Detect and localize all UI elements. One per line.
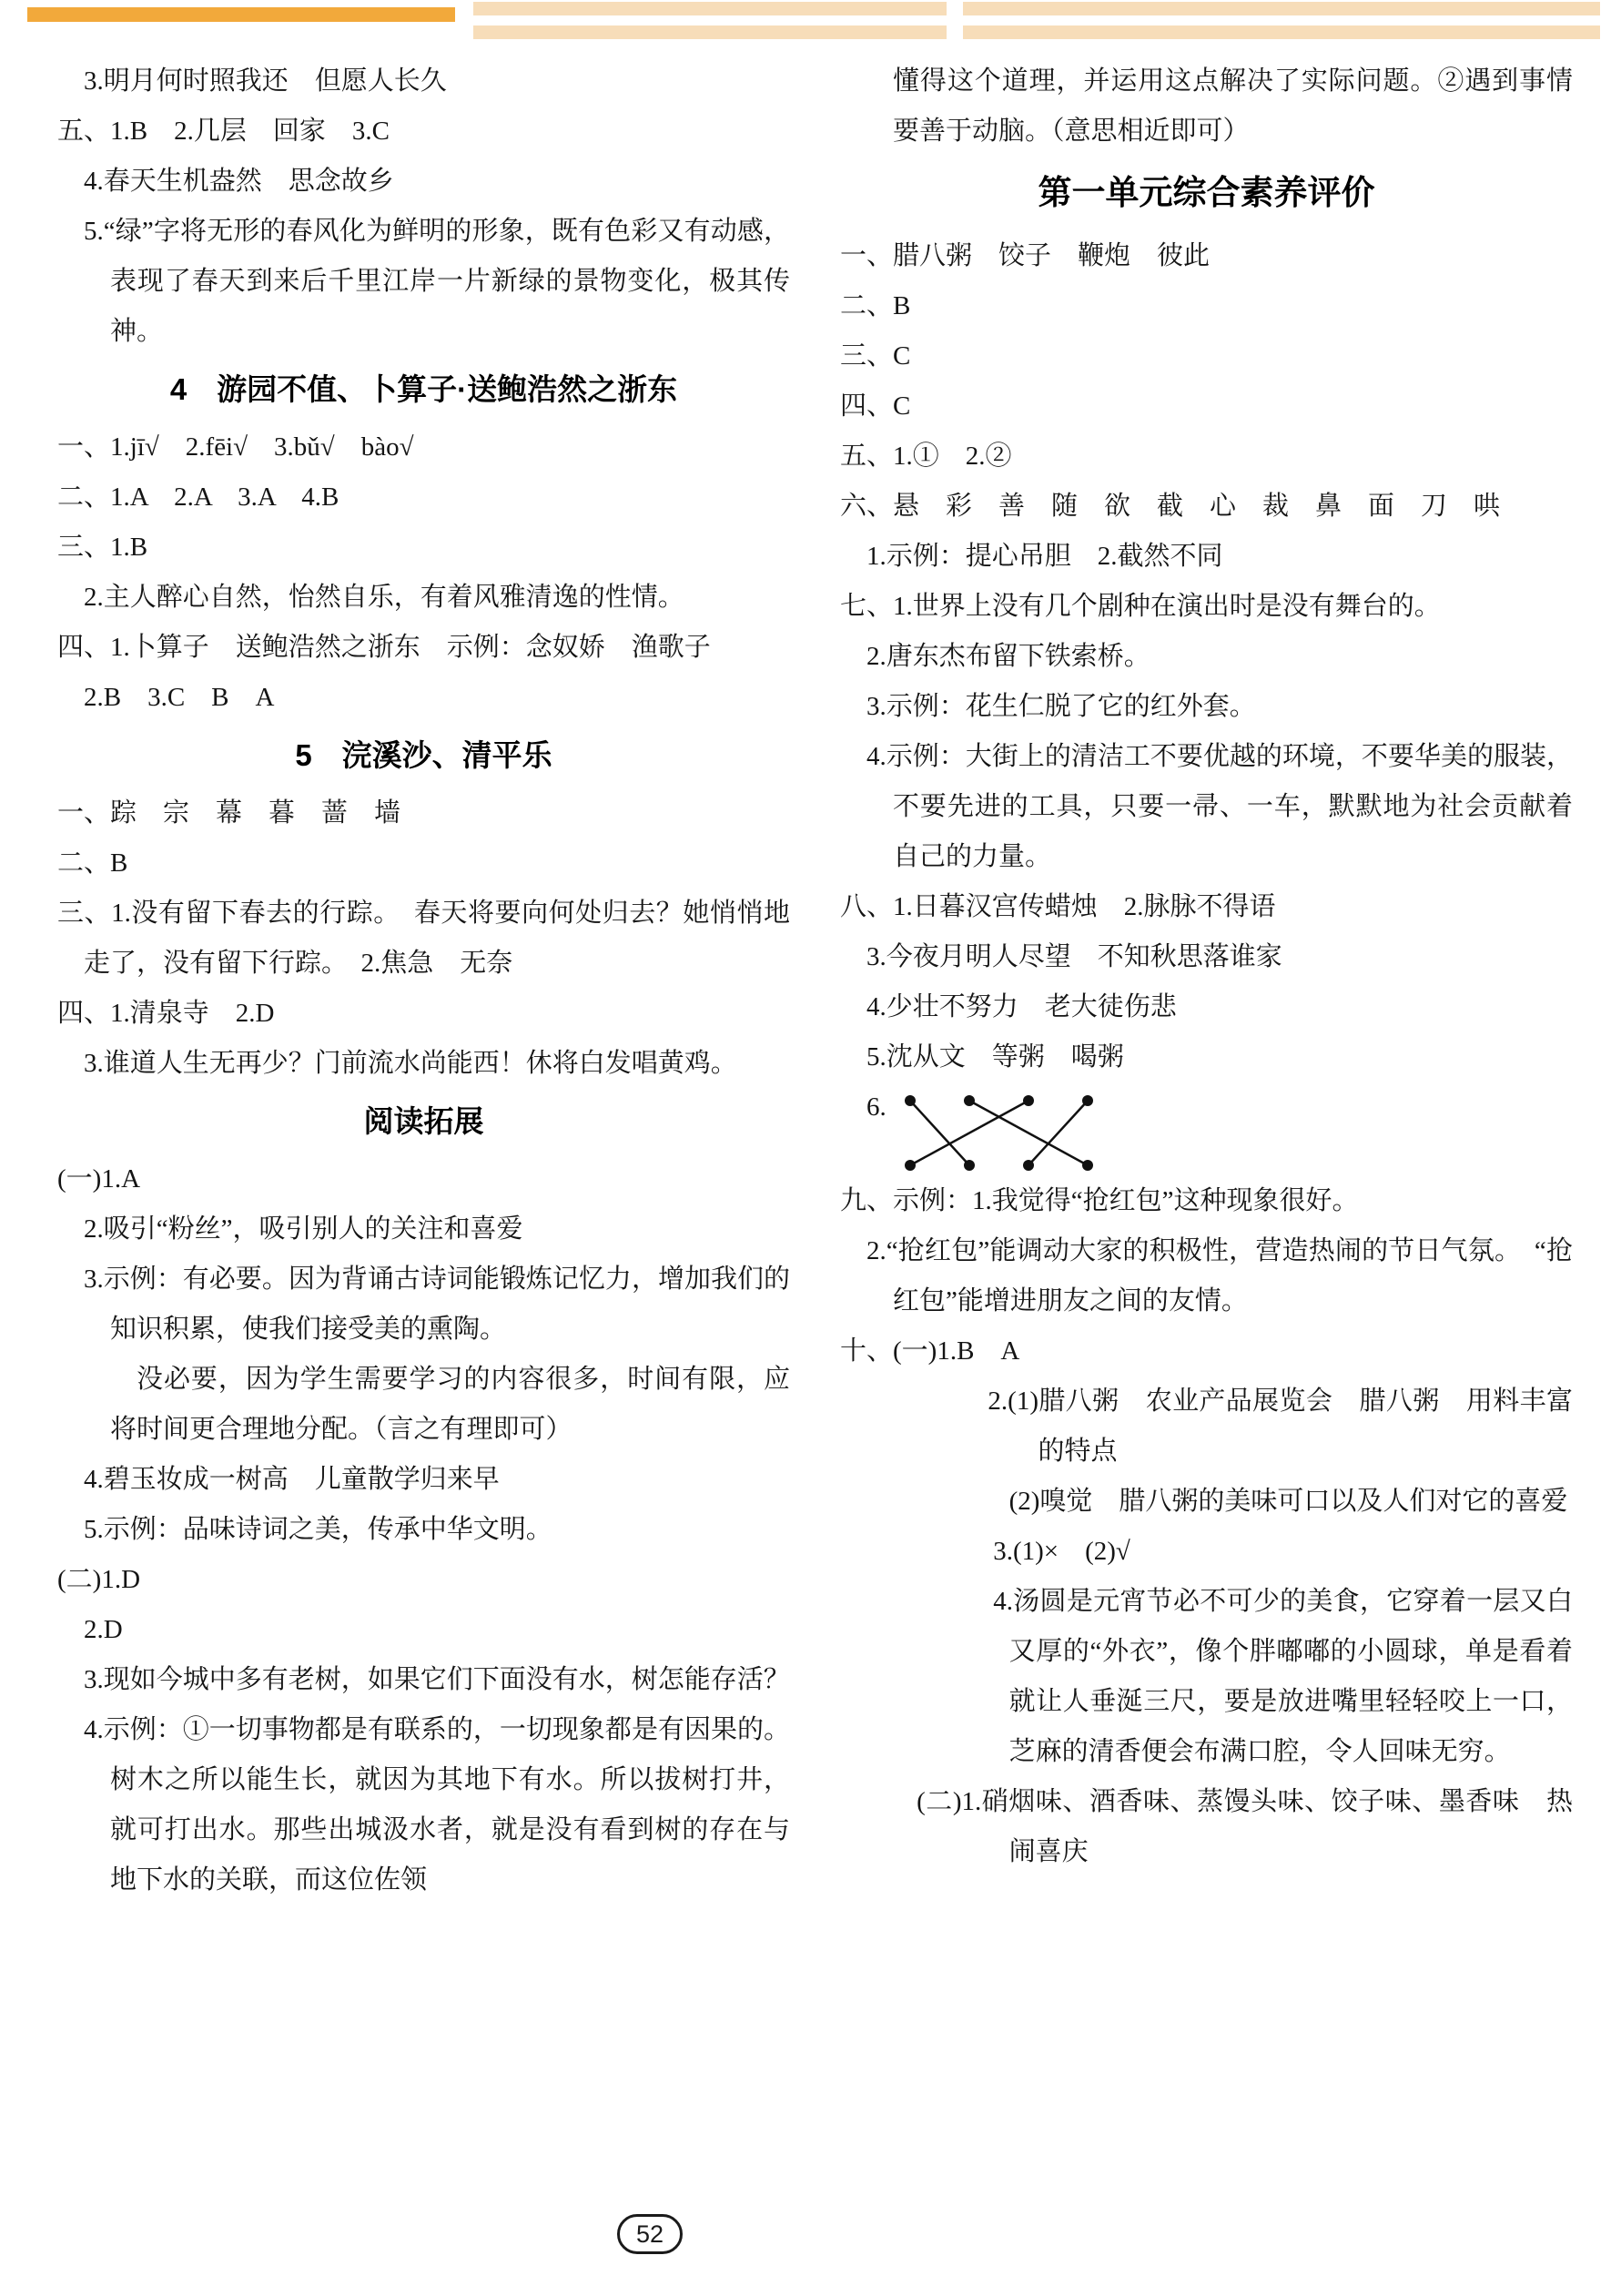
answer-line: 3.现如今城中多有老树，如果它们下面没有水，树怎能存活？ (84, 1665, 790, 1694)
answer-line: 十、(一)1.B A (840, 1336, 1020, 1366)
answer-line: 五、1.① 2.② (840, 442, 1012, 471)
answer-line: (二)1.D (57, 1565, 141, 1594)
answer-line: 2.“抢红包”能调动大家的积极性，营造热闹的节日气氛。 “抢红包”能增进朋友之间的友情。 (866, 1236, 1573, 1316)
answer-line: 1.示例：提心吊胆 2.截然不同 (866, 542, 1223, 571)
answer-line: 3.明月何时照我还 但愿人长久 (84, 66, 447, 96)
answer-line: 二、B (57, 848, 128, 878)
answer-line: (2)嗅觉 腊八粥的美味可口以及人们对它的喜爱 (1008, 1487, 1568, 1516)
answer-line: 五、1.B 2.几层 回家 3.C (57, 117, 390, 146)
answer-line: 九、示例：1.我觉得“抢红包”这种现象很好。 (840, 1186, 1359, 1215)
top-pale-bar-2 (963, 2, 1600, 15)
answer-line: 七、1.世界上没有几个剧种在演出时是没有舞台的。 (840, 592, 1441, 621)
answer-line: 2.D (84, 1615, 123, 1644)
answer-line: 2.吸引“粉丝”，吸引别人的关注和喜爱 (84, 1214, 523, 1244)
answer-line: 4.碧玉妆成一树高 儿童散学归来早 (84, 1465, 500, 1494)
answer-line: 4.示例：大街上的清洁工不要优越的环境，不要华美的服装，不要先进的工具，只要一帚、一车，默默地为社会贡献着自己的力量。 (866, 742, 1573, 871)
answer-line: 四、1.卜算子 送鲍浩然之浙东 示例：念奴娇 渔歌子 (57, 633, 711, 662)
top-pale-bar-3 (473, 25, 947, 39)
matching-diagram-row (840, 1082, 1573, 1176)
answer-line: 5.示例：品味诗词之美，传承中华文明。 (84, 1515, 552, 1544)
answer-line: 4.少壮不努力 老大徒伤悲 (866, 992, 1177, 1021)
answer-line: 5.沈从文 等粥 喝粥 (866, 1042, 1124, 1072)
answer-line: 3.示例：有必要。因为背诵古诗词能锻炼记忆力，增加我们的知识积累，使我们接受美的熏陶。 (84, 1265, 790, 1344)
answer-line: (一)1.A (57, 1164, 141, 1194)
answer-line: 一、踪 宗 幕 暮 蔷 墙 (57, 798, 401, 828)
right-column (840, 56, 1573, 1905)
top-pale-bar-4 (963, 25, 1600, 39)
answer-line: 3.今夜月明人尽望 不知秋思落谁家 (866, 942, 1282, 971)
content-columns (57, 56, 1573, 1905)
answer-line: 3.(1)× (2)√ (993, 1537, 1130, 1566)
answer-line: 八、1.日暮汉宫传蜡烛 2.脉脉不得语 (840, 892, 1276, 921)
answer-line: 2.唐东杰布留下铁索桥。 (866, 642, 1150, 671)
page-number-badge (617, 2214, 683, 2254)
section-heading: 阅读拓展 (363, 1104, 484, 1138)
section-heading: 4 游园不值、卜算子·送鲍浩然之浙东 (169, 372, 678, 406)
answer-line: 4.春天生机盎然 思念故乡 (84, 167, 394, 196)
answer-line: 一、1.jī√ 2.fēi√ 3.bǔ√ bào√ (57, 432, 414, 462)
answer-line: 六、悬 彩 善 随 欲 截 心 裁 鼻 面 刀 哄 (840, 492, 1501, 521)
answer-line: 2.(1)腊八粥 农业产品展览会 腊八粥 用料丰富的特点 (988, 1387, 1573, 1466)
answer-line: 3.示例：花生仁脱了它的红外套。 (866, 692, 1256, 721)
matching-lines-diagram (892, 1090, 1110, 1176)
answer-line: 三、C (840, 341, 911, 371)
page-number: 52 (636, 2220, 664, 2248)
answer-line: 2.主人醉心自然，怡然自乐，有着风雅清逸的性情。 (84, 583, 684, 612)
section-heading: 第一单元综合素养评价 (1038, 174, 1375, 211)
answer-line: 二、1.A 2.A 3.A 4.B (57, 483, 339, 512)
section-heading: 5 浣溪沙、清平乐 (295, 738, 552, 772)
answer-line: 一、腊八粥 饺子 鞭炮 彼此 (840, 241, 1211, 270)
answer-line: 三、1.没有留下春去的行踪。 春天将要向何处归去？她悄悄地走了，没有留下行踪。 2.焦急 无奈 (57, 899, 790, 978)
answer-line: 4.汤圆是元宵节必不可少的美食，它穿着一层又白又厚的“外衣”，像个胖嘟嘟的小圆球，单是看着就让人垂涎三尺，要是放进嘴里轻轻咬上一口，芝麻的清香便会布满口腔，令人回味无穷。 (993, 1587, 1573, 1766)
answer-line: 5.“绿”字将无形的春风化为鲜明的形象，既有色彩又有动感，表现了春天到来后千里江岸一片新绿的景物变化，极其传神。 (84, 217, 790, 346)
answer-line: 2.B 3.C B A (84, 683, 275, 712)
answer-line: (二)1.硝烟味、酒香味、蒸馒头味、饺子味、墨香味 热闹喜庆 (917, 1787, 1573, 1866)
answer-line: 懂得这个道理，并运用这点解决了实际问题。②遇到事情要善于动脑。（意思相近即可） (893, 66, 1573, 146)
answer-line: 4.示例：①一切事物都是有联系的，一切现象都是有因果的。树木之所以能生长，就因为其地下有水。所以拔树打井，就可打出水。那些出城汲水者，就是没有看到树的存在与地下水的关联，而这位佐领 (84, 1715, 790, 1895)
answer-line: 3.谁道人生无再少？门前流水尚能西！休将白发唱黄鸡。 (84, 1049, 737, 1078)
answer-line: 三、1.B (57, 533, 148, 562)
top-pale-bar-1 (473, 2, 947, 15)
left-column (57, 56, 790, 1905)
answer-line: 四、C (840, 391, 911, 421)
top-accent-bar (27, 7, 455, 22)
diagram-item-label: 6. (866, 1092, 886, 1122)
answer-line: 四、1.清泉寺 2.D (57, 999, 275, 1028)
answer-line: 二、B (840, 291, 911, 320)
answer-line: 没必要，因为学生需要学习的内容很多，时间有限，应将时间更合理地分配。（言之有理即可） (110, 1365, 790, 1444)
